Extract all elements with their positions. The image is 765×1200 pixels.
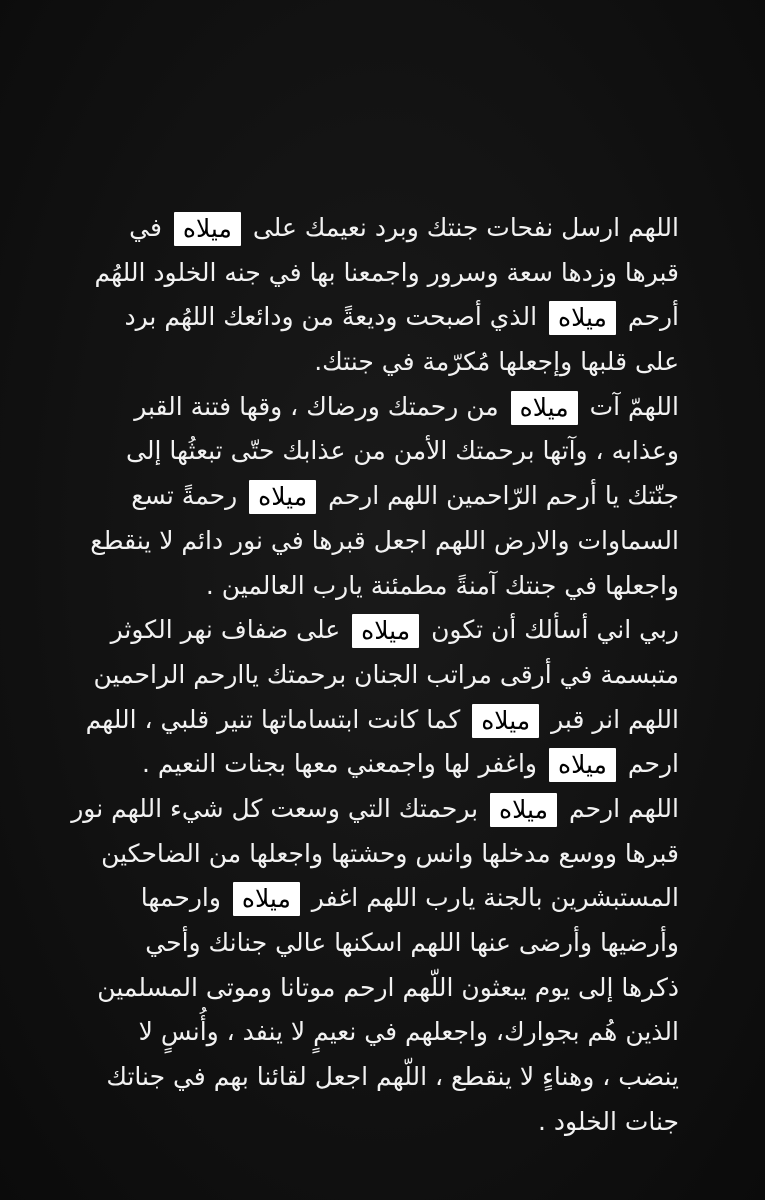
text-segment: ذكرها إلى يوم يبعثون اللّهم ارحم موتانا وموتى المسلمين xyxy=(97,972,679,1002)
text-segment: وأرضيها وأرضى عنها اللهم اسكنها عالي جنانك وأحي xyxy=(145,928,679,957)
name-highlight: ميلاه xyxy=(549,748,616,782)
text-line xyxy=(79,1010,679,1055)
text-segment: برحمتك التي وسعت كل شيء اللهم نور xyxy=(71,793,479,823)
text-line xyxy=(79,564,679,609)
text-segment: جنات الخلود . xyxy=(537,1106,679,1136)
text-segment: رحمةً تسع xyxy=(131,481,238,511)
text-segment: السماوات والارض اللهم اجعل قبرها في نور دائم لا ينقطع xyxy=(90,525,679,555)
name-highlight: ميلاه xyxy=(549,301,616,335)
text-segment: من رحمتك ورضاك ، وقها فتنة القبر xyxy=(134,391,499,421)
prayer-text xyxy=(71,206,679,1144)
text-line xyxy=(79,429,679,474)
name-highlight: ميلاه xyxy=(511,391,578,425)
text-line xyxy=(79,742,679,787)
text-segment: قبرها وزدها سعة وسرور واجمعنا بها في جنه الخلود اللهُم xyxy=(94,257,679,287)
text-segment: أرحم xyxy=(627,302,679,332)
text-segment: اللهم ارحم xyxy=(568,793,679,823)
name-highlight: ميلاه xyxy=(233,882,300,916)
text-segment: ارحم xyxy=(627,749,679,779)
text-line xyxy=(79,832,679,877)
text-line xyxy=(79,519,679,564)
text-line xyxy=(79,251,679,296)
text-segment: جنّتك يا أرحم الرّاحمين اللهم ارحم xyxy=(328,481,679,511)
text-segment: ينضب ، وهناءٍ لا ينقطع ، اللّهم اجعل لقائنا بهم في جناتك xyxy=(106,1062,679,1092)
name-highlight: ميلاه xyxy=(174,212,241,246)
text-segment: على قلبها وإجعلها مُكرّمة في جنتك. xyxy=(314,347,679,377)
text-segment: متبسمة في أرقى مراتب الجنان برحمتك ياارحم الراحمين xyxy=(93,659,679,689)
text-segment: المستبشرين بالجنة يارب اللهم اغفر xyxy=(311,883,679,913)
text-segment: قبرها ووسع مدخلها وانس وحشتها واجعلها من الضاحكين xyxy=(101,838,679,868)
text-line xyxy=(79,608,679,653)
text-segment: كما كانت ابتساماتها تنير قلبي ، اللهم xyxy=(85,704,461,734)
text-line xyxy=(79,966,679,1011)
name-highlight: ميلاه xyxy=(249,480,316,514)
text-line xyxy=(79,474,679,519)
text-segment: اللهمّ آت xyxy=(589,391,679,421)
text-segment: واغفر لها واجمعني معها بجنات النعيم . xyxy=(141,749,538,779)
text-line xyxy=(79,876,679,921)
text-line xyxy=(79,698,679,743)
text-line xyxy=(79,340,679,385)
text-segment: اللهم ارسل نفحات جنتك وبرد نعيمك على xyxy=(252,213,679,242)
text-segment: في xyxy=(129,213,162,242)
text-line xyxy=(79,1055,679,1100)
name-highlight: ميلاه xyxy=(352,614,419,648)
text-segment: على ضفاف نهر الكوثر xyxy=(110,615,341,645)
text-segment: اللهم انر قبر xyxy=(551,704,679,734)
text-line xyxy=(79,385,679,430)
text-segment: الذي أصبحت وديعةً من ودائعك اللهُم برد xyxy=(124,302,538,332)
text-segment: الذين هُم بجوارك، واجعلهم في نعيمٍ لا ينفد ، وأُنسٍ لا xyxy=(138,1017,679,1047)
text-line xyxy=(71,787,679,832)
text-segment: وعذابه ، وآتها برحمتك الأمن من عذابك حتّى تبعثُها إلى xyxy=(126,436,679,466)
text-line xyxy=(79,653,679,698)
name-highlight: ميلاه xyxy=(472,704,539,738)
text-line xyxy=(79,921,679,966)
text-segment: واجعلها في جنتك آمنةً مطمئنة يارب العالمين . xyxy=(205,570,679,600)
text-segment: وارحمها xyxy=(140,883,221,913)
text-line xyxy=(79,206,679,251)
text-line xyxy=(79,295,679,340)
text-segment: ربي اني أسألك أن تكون xyxy=(431,615,679,645)
text-line xyxy=(79,1100,679,1145)
name-highlight: ميلاه xyxy=(490,793,557,827)
